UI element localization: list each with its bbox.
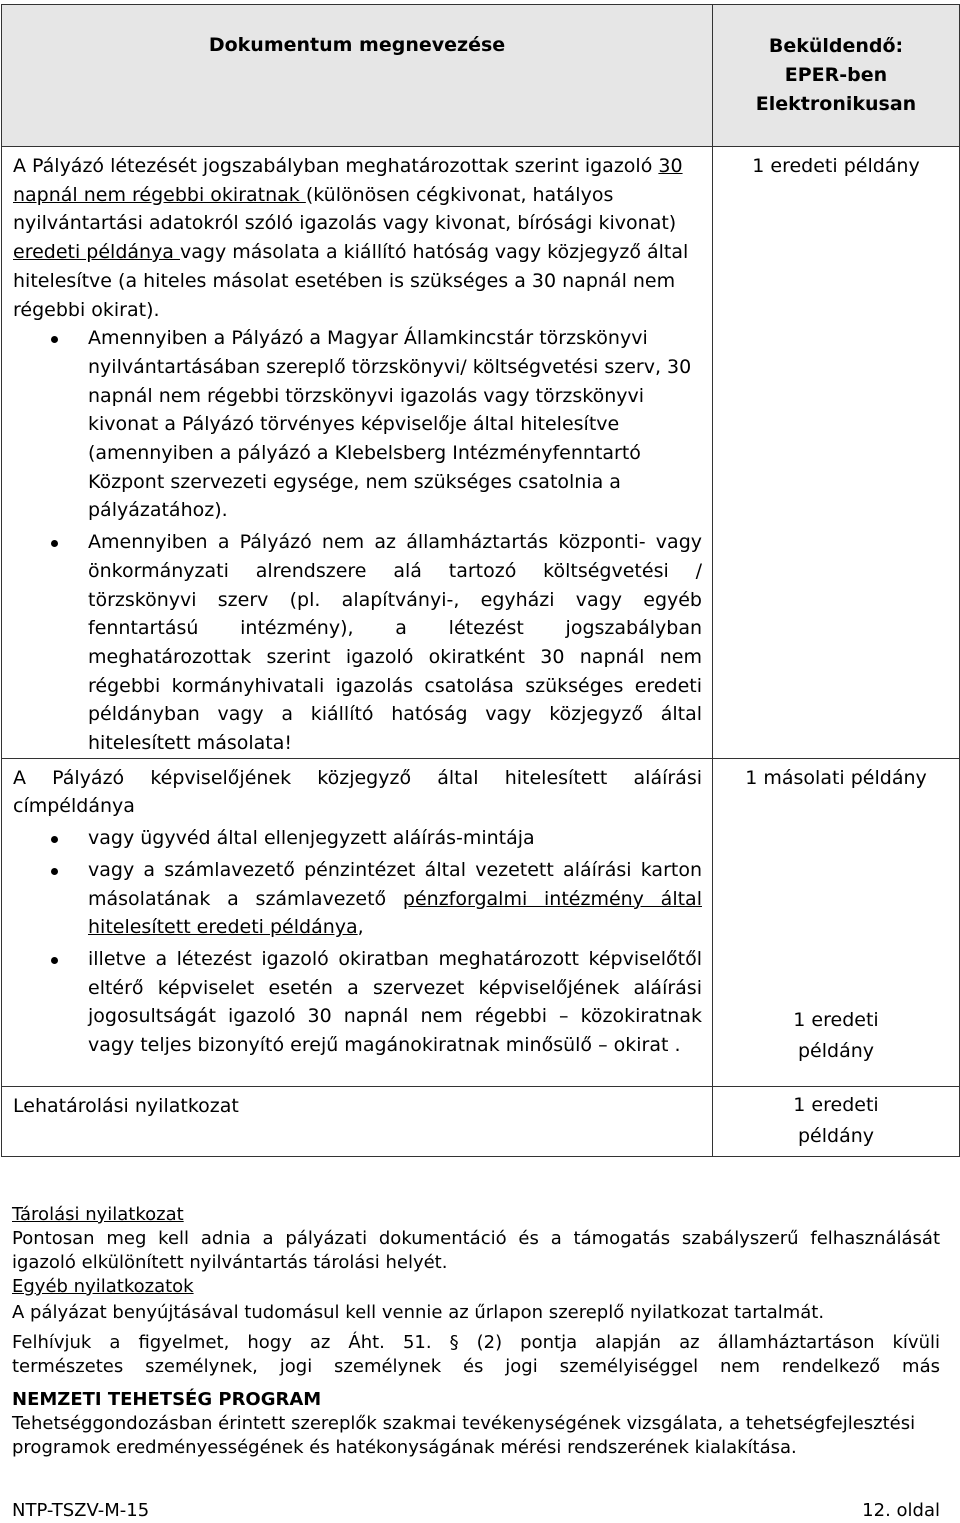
bullet-icon [51,868,58,875]
table-row-signature [2,758,960,1086]
bullet-icon [51,957,58,964]
other-text: A pályázat benyújtásával tudomásul kell vennie az űrlapon szereplő nyilatkozat tartalmát. [12,1302,825,1323]
list-item: Amennyiben a Pályázó a Magyar Államkincstár törzskönyvi nyilvántartásában szereplő törzskönyvi/ költségvetési szerv, 30 napnál nem régebbi törzskönyvi igazolás vagy törzskönyvi kivonat a Pályázó törvényes képviselője által hitelesítve (amennyiben a pályázó a Klebelsberg Intézményfenntartó Központ szervezeti egysége, nem szükséges csatolnia a pályázatához). [13,324,702,525]
table-row-delimitation [2,1086,960,1156]
row-signature-copies [713,758,960,1086]
list-item: vagy a számlavezető pénzintézet által vezetett aláírási karton másolatának a számlavezető pénzforgalmi intézmény által hitelesített eredeti példánya, [13,856,702,942]
delimitation-text: Lehatárolási nyilatkozat [13,1094,239,1117]
copies-value: 1 másolati példány [745,766,927,789]
copies-value-bottom-1: 1 eredeti [793,1008,879,1031]
notice-line-2: természetes személynek, jogi személynek és jogi személyiséggel nem rendelkező más [12,1356,940,1377]
notice-line-1: Felhívjuk a figyelmet, hogy az Áht. 51. § (2) pontja alapján az államháztartáson kívüli [12,1332,940,1353]
row-delimitation-copies [713,1086,960,1156]
list-item: Amennyiben a Pályázó nem az államháztartás központi- vagy önkormányzati alrendszere alá tartozó költségvetési / törzskönyvi szerv (pl. alapítványi-, egyházi vagy egyéb fenntartású intézmény), a létezést jogszabályban meghatározottak szerint igazoló okiratként 30 napnál nem régebbi kormányhivatali igazolás csatolása szükséges eredeti példányban vagy a kiállító hatóság vagy közjegyző által hitelesített másolata! [13,528,702,758]
header-document-name: Dokumentum megnevezése [2,5,713,147]
list-item: vagy ügyvéd által ellenjegyzett aláírás-mintája [13,824,702,853]
copies-value-bottom-2: példány [797,1039,875,1062]
bullet-icon [51,836,58,843]
table-header-row [2,5,960,147]
bottom-sections [12,1203,940,1460]
row-existence-description [2,147,713,759]
row-signature-description [2,758,713,1086]
copies-value: 1 eredeti példány [752,155,920,177]
header-submission-line2: EPER-ben [784,64,888,86]
bullet-icon [51,336,58,343]
program-title: NEMZETI TEHETSÉG PROGRAM [12,1389,322,1410]
header-submission [713,5,960,147]
page-number: 12. oldal [862,1500,940,1521]
header-submission-line1: Beküldendő: [768,35,904,57]
copies-value-2: példány [797,1124,875,1147]
bullet-icon [51,540,58,547]
other-title: Egyéb nyilatkozatok [12,1276,194,1297]
page-footer [12,1500,940,1521]
storage-title: Tárolási nyilatkozat [12,1204,184,1225]
copies-value-1: 1 eredeti [793,1093,879,1116]
list-item: illetve a létezést igazoló okiratban meghatározott képviselőtől eltérő képviselet esetén a szervezet képviselőjének aláírási jogosultságát igazoló 30 napnál nem régebbi – közokiratnak vagy teljes bizonyító erejű magánokiratnak minősülő – okirat . [13,945,702,1060]
documents-table [1,4,960,1157]
row-delimitation-description [2,1086,713,1156]
signature-paragraph: A Pályázó képviselőjének közjegyző által hitelesített aláírási címpéldánya [13,766,702,818]
existence-paragraph: A Pályázó létezését jogszabályban meghatározottak szerint igazoló 30 napnál nem régebbi okiratnak (különösen cégkivonat, hatályos nyilvántartási adatokról szóló igazolás vagy kivonat, bírósági kivonat) eredeti példánya vagy másolata a kiállító hatóság vagy közjegyző által hitelesítve (a hiteles másolat esetében is szükséges a 30 napnál nem régebbi okirat). [13,155,689,321]
table-row-existence [2,147,960,759]
header-submission-line3: Elektronikusan [755,93,917,115]
row-existence-copies [713,147,960,759]
program-text: Tehetséggondozásban érintett szereplők szakmai tevékenységének vizsgálata, a tehetségfejlesztési programok eredményességének és hatékonyságának mérési rendszerének kialakítása. [12,1413,916,1458]
document-code: NTP-TSZV-M-15 [12,1500,150,1521]
storage-text: Pontosan meg kell adnia a pályázati dokumentáció és a támogatás szabályszerű felhasználását igazoló elkülönített nyilvántartás tárolási helyét. [12,1228,940,1273]
